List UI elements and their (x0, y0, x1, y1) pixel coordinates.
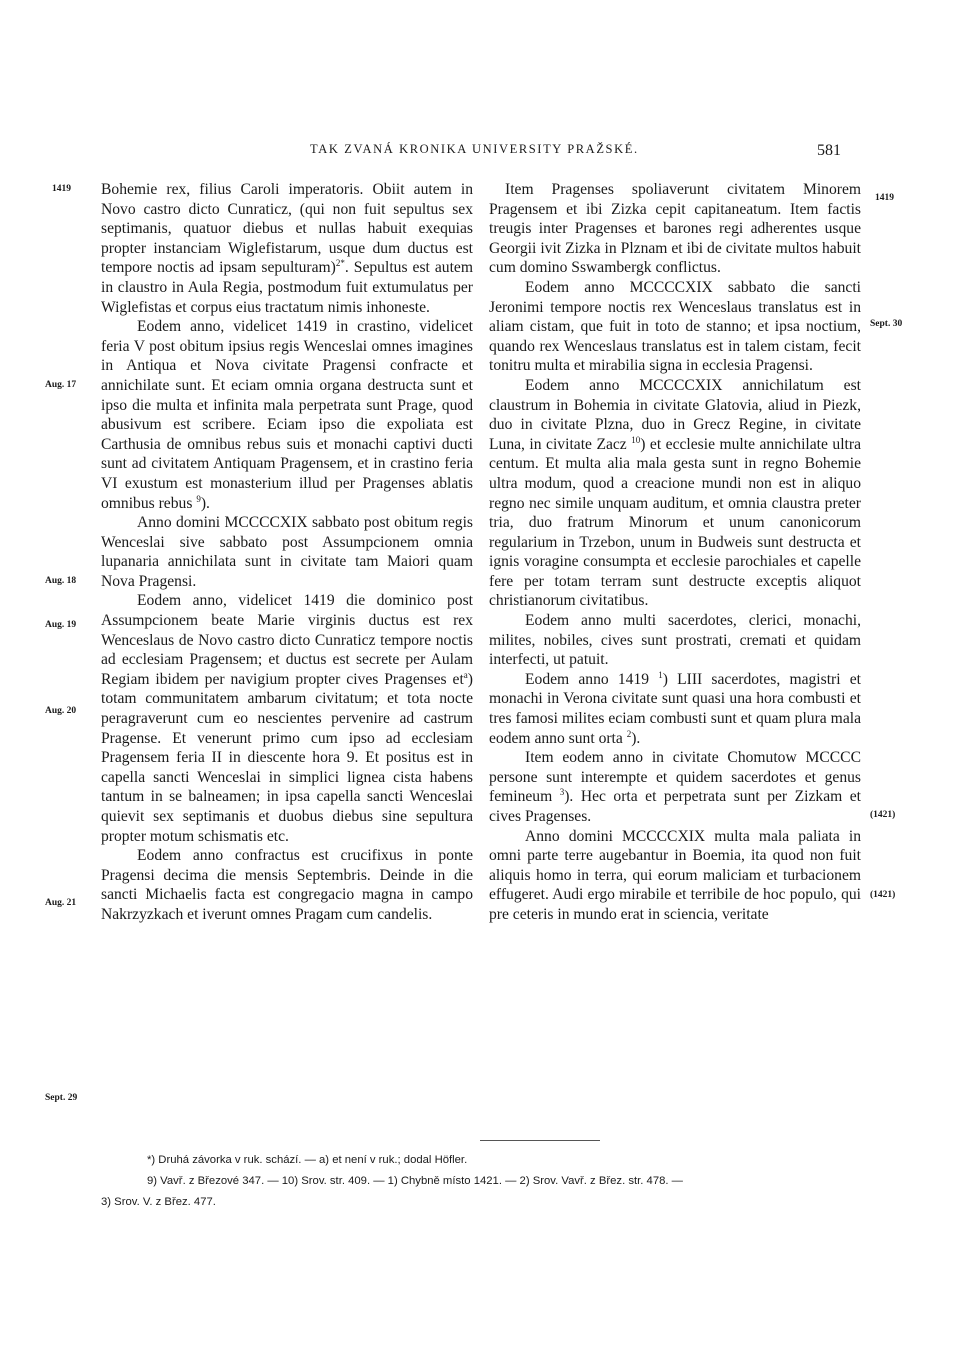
footnote-marker: 2 (626, 728, 632, 739)
margin-year-1419-left: 1419 (52, 184, 71, 194)
margin-date-aug18: Aug. 18 (45, 576, 77, 586)
margin-date-sept30: Sept. 30 (870, 319, 903, 329)
text: ) LIII sacerdotes, magistri et monachi in Verona civitate sunt quasi una hora combusti et tres famosi milites eciam combusti sunt et quam plura mala eodem anno sunt orta (489, 670, 862, 747)
paragraph: Eodem anno multi sacerdotes, clerici, monachi, milites, nobiles, cives sunt prostrati, cremati et quidam interfecti, ut patuit. (489, 612, 861, 669)
margin-year-1419-right: 1419 (875, 193, 894, 203)
paragraph (489, 748, 861, 826)
footnotes (101, 1150, 861, 1213)
paragraph (101, 317, 473, 513)
margin-date-sept29: Sept. 29 (45, 1093, 78, 1103)
footnote-marker: 2* (335, 258, 345, 269)
paragraph (489, 376, 861, 611)
paragraph (101, 180, 473, 317)
page-header (0, 142, 960, 166)
text: . Sepultus est autem in claustro in Aula Regia, postmodum fuit extumulatus per Wiglefistas et corpus eius tractatum nimis inhoneste. (101, 259, 473, 316)
right-column (489, 180, 861, 925)
text: ). (631, 729, 641, 747)
running-title: TAK ZVANÁ KRONIKA UNIVERSITY PRAŽSKÉ. (310, 142, 639, 156)
text: Eodem anno, videlicet 1419 in crastino, videlicet feria V post obitum ipsius regis Wenceslai omnes imagines in Antiqua et Nova civitate Pragensi confracte et annichilate sunt. Et eciam omnia organa destructa sunt et ipso die multa et infinita mala perpetrata sunt Prage, quod abusivum est scribere. Eciam ipso die expoliata est Carthusia de omnibus rebus suis et monachi captivi ducti sunt ad civitatem Antiquam Pragensem, et in crastino feria VI exustum est monasterium illud per Pragenses ablatis omnibus rebus (101, 318, 473, 512)
margin-year-1421-a: (1421) (870, 810, 896, 820)
paragraph: Eodem anno confractus est crucifixus in ponte Pragensi decima die mensis Septembris. Deinde in die sancti Michaelis facta est congregacio magna in campo Nakrzyzkach et iverunt omnes Pragam cum candelis. (101, 847, 473, 923)
paragraph: Anno domini MCCCCXIX multa mala paliata in omni parte terre augebantur in Boemia, ita quod non fuit aliquis homo in terra, qui eorum maliciam et turbacionem effugeret. Audi ergo mirabile et terribile de hoc populo, qui pre ceteris in mundo erat in sciencia, veritate (489, 827, 861, 923)
text: Eodem anno MCCCCXIX annichilatum est claustrum in Bohemia in civitate Glatovia, aliud in Piezk, duo in civitate Plzna, duo in Grecz Regine, in civitate Luna, in civitate Zacz (489, 376, 861, 453)
footnote-marker: 9 (196, 493, 201, 504)
left-column (101, 180, 473, 925)
margin-year-1421-b: (1421) (870, 890, 896, 900)
paragraph: Item Pragenses spoliaverunt civitatem Minorem Pragensem et ibi Zizka cepit capitaneatum. Item factis treugis inter Pragenses et barones regi adherentes usque Georgii ivit Zizka in Plznam et ibi de civitate multos habuit cum domino Sswambergk conflictus. (489, 181, 861, 277)
text: ) et ecclesie multe annichilate ultra centum. Et multa alia mala gesta sunt in regno Bohemie ultra modum, quod a creacione mundi non est in aliquo regno nec simile unquam auditum, et omnia claustra preter tria, duo fratrum Minorum et unum canonicorum regularium in Trzebon, unum in Budweis sunt destructa et ignis voragine consumpta et ecclesie parochiales et capelle fere per totam terram sunt destructe exceptis aliquot christianorum civitatibus. (489, 435, 861, 610)
paragraph: Anno domini MCCCCXIX sabbato post obitum regis Wenceslai sive sabbato post Assumpcionem omnia lupanaria annichilata sunt in civitate tam Maiori quam Nova Pragensi. (101, 514, 473, 590)
text: ). (200, 494, 210, 512)
paragraph (489, 670, 861, 748)
text: ) totam communitatem ambarum civitatum; et tota nocte peragraverunt cum eo nescientes pervenire ad castrum Pragense. Et venerunt primo cum ipso ad ecclesiam Pragensem feria II in diescente hora 9. Et positus est in capella sancti Wenceslai in simplici lignea cista habens tantum in se balneamen; in ipsa capella sancti Wenceslai quievit sex septimanis et duobus diebus sine sepultura propter motum schismatis etc. (101, 670, 473, 845)
footnote-marker: 1 (658, 669, 663, 680)
footnote-line: 3) Srov. V. z Břez. 477. (101, 1196, 216, 1208)
paragraph (101, 591, 473, 846)
footnote-separator (480, 1140, 600, 1141)
margin-date-aug19: Aug. 19 (45, 620, 77, 630)
text: ). Hec orta et perpetrata sunt per Zizkam et cives Pragenses. (489, 788, 861, 825)
footnote-marker: 10 (631, 434, 641, 445)
footnote-line: *) Druhá závorka v ruk. schází. — a) et není v ruk.; dodal Höfler. (147, 1154, 468, 1166)
text: Item eodem anno in civitate Chomutow MCCCC persone sunt interempte et quidem sacerdotes et genus femineum (489, 749, 861, 806)
text: Bohemie rex, filius Caroli imperatoris. Obiit autem in Novo castro dicto Cunraticz, (qui non fuit sepultus sex septimanis, quatuor diebus et nullas habuit exequias propter instanciam Wiglefistarum, usque dum ductus est tempore noctis ad ipsam sepulturam) (101, 181, 473, 277)
footnote-line: 9) Vavř. z Březové 347. — 10) Srov. str. 409. — 1) Chybně místo 1421. — 2) Srov. Vavř. z Břez. str. 478. — (147, 1175, 683, 1187)
margin-date-aug20: Aug. 20 (45, 706, 77, 716)
footnote-marker: 3 (559, 787, 565, 798)
text: Eodem anno 1419 (525, 670, 650, 688)
margin-date-aug17: Aug. 17 (45, 380, 77, 390)
text: Eodem anno, videlicet 1419 die dominico post Assumpcionem beate Marie virginis ductus est rex Wenceslaus de Novo castro dicto Cunraticz tempore noctis ad ecclesiam Pragensem; et ductus est secrete per Aulam Regiam ibidem per navigium propter cives Pragenses et (101, 592, 473, 688)
footnote-marker: a (463, 669, 468, 680)
margin-date-aug21: Aug. 21 (45, 898, 77, 908)
paragraph: Eodem anno MCCCCXIX sabbato die sancti Jeronimi tempore noctis rex Wenceslaus translatus est in aliam cistam, que fuit in toto de stanno; et ipsa noctium, quando rex Wenceslaus translatus est in talem cistam, fecit tonitru multa et mirabilia signa in ecclesia Pragensi. (489, 278, 861, 375)
page-number: 581 (817, 142, 841, 159)
